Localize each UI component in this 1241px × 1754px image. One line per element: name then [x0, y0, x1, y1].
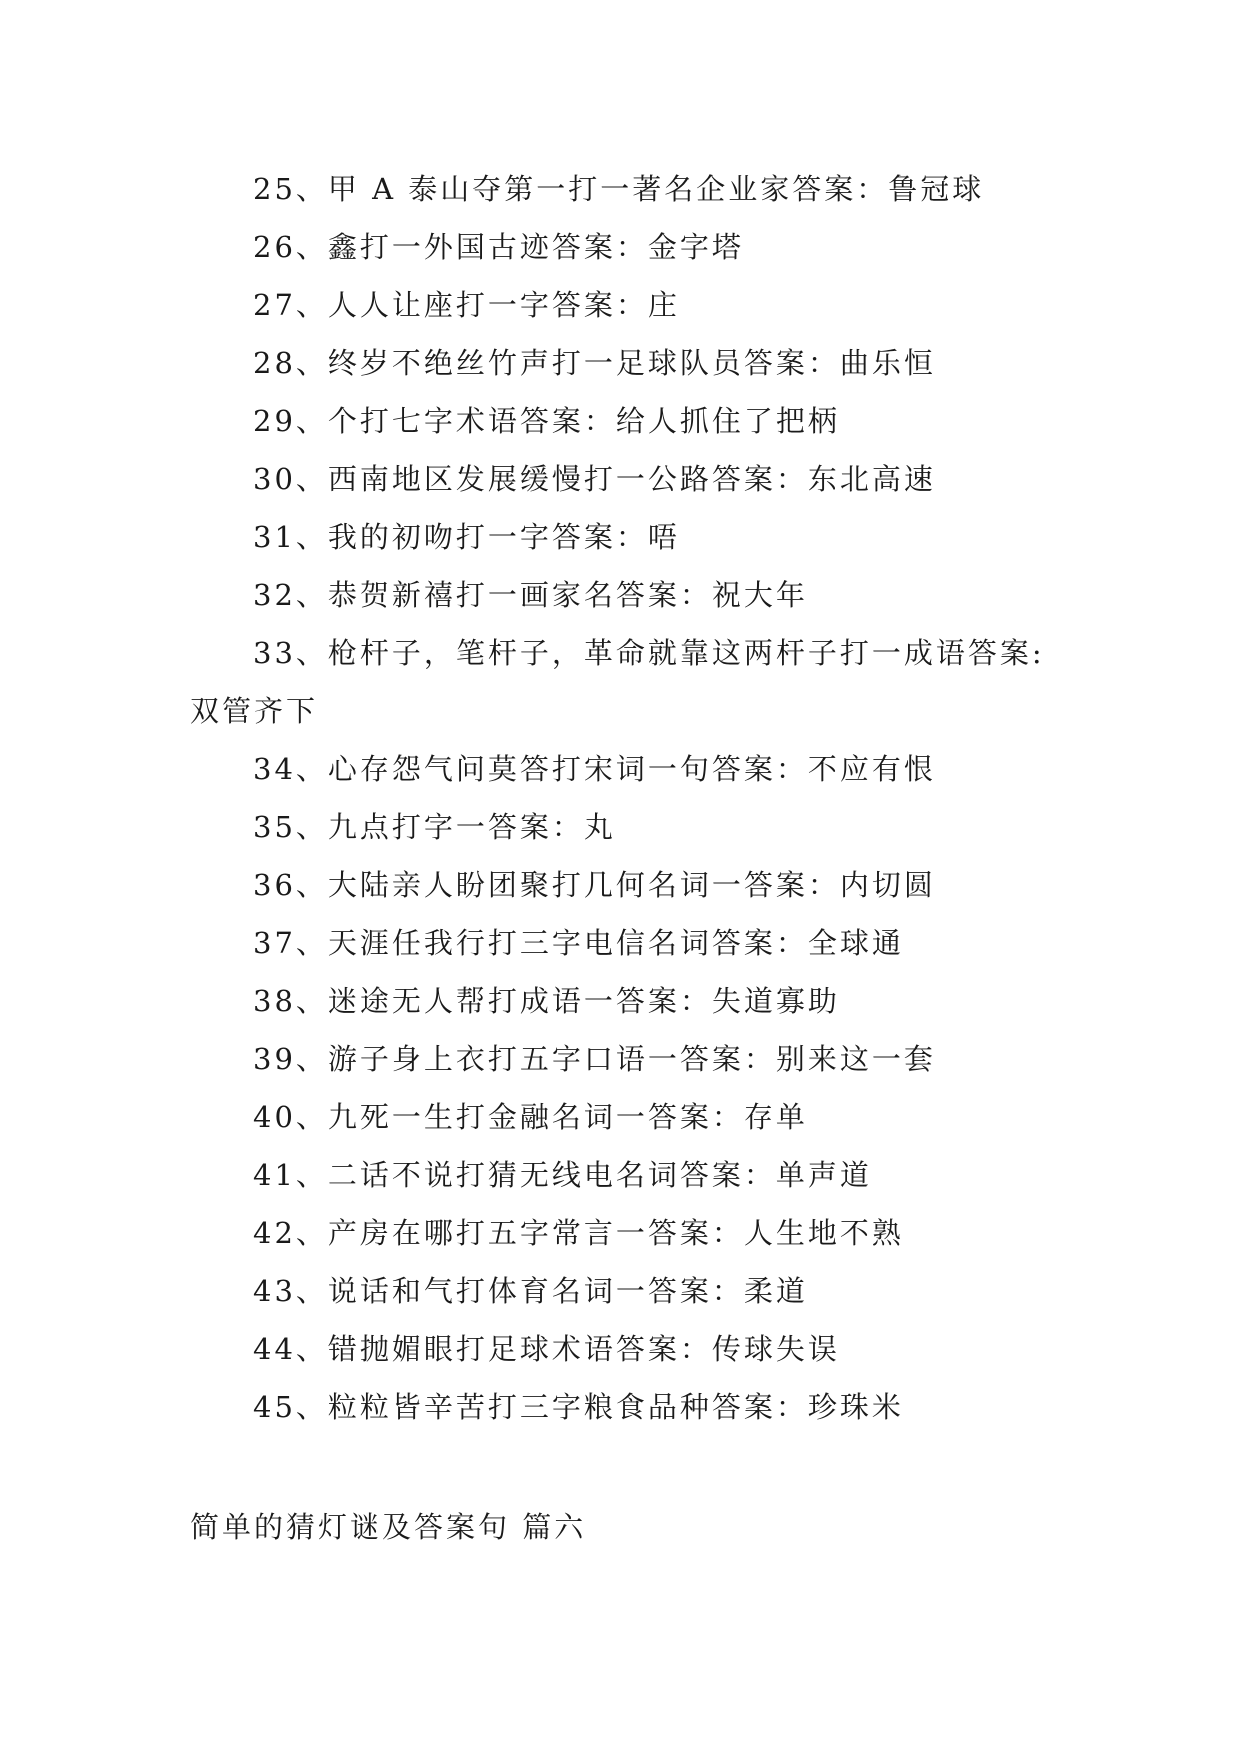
riddle-list: [190, 160, 1070, 1436]
riddle-item: 32、恭贺新禧打一画家名答案：祝大年: [253, 578, 808, 612]
riddle-item: 34、心存怨气问莫答打宋词一句答案：不应有恨: [253, 752, 936, 786]
riddle-item: 35、九点打字一答案：丸: [253, 810, 616, 844]
riddle-item-continuation: 双管齐下: [190, 694, 319, 728]
riddle-item: 30、西南地区发展缓慢打一公路答案：东北高速: [253, 462, 936, 496]
riddle-item: 31、我的初吻打一字答案：唔: [253, 520, 680, 554]
riddle-item: 37、天涯任我行打三字电信名词答案：全球通: [253, 926, 904, 960]
riddle-item: 25、甲 A 泰山夺第一打一著名企业家答案：鲁冠球: [253, 172, 985, 206]
riddle-item: 39、游子身上衣打五字口语一答案：别来这一套: [253, 1042, 936, 1076]
riddle-item: 36、大陆亲人盼团聚打几何名词一答案：内切圆: [253, 868, 936, 902]
riddle-item: 29、个打七字术语答案：给人抓住了把柄: [253, 404, 840, 438]
riddle-item: 26、鑫打一外国古迹答案：金字塔: [253, 230, 744, 264]
riddle-item: 33、枪杆子，笔杆子，革命就靠这两杆子打一成语答案:: [253, 636, 1045, 670]
section-heading: 简单的猜灯谜及答案句 篇六: [190, 1510, 587, 1544]
riddle-item: 44、错抛媚眼打足球术语答案：传球失误: [253, 1332, 840, 1366]
riddle-item: 42、产房在哪打五字常言一答案：人生地不熟: [253, 1216, 904, 1250]
riddle-item: 40、九死一生打金融名词一答案：存单: [253, 1100, 808, 1134]
riddle-item: 28、终岁不绝丝竹声打一足球队员答案：曲乐恒: [253, 346, 936, 380]
riddle-item: 38、迷途无人帮打成语一答案：失道寡助: [253, 984, 840, 1018]
riddle-item: 27、人人让座打一字答案：庄: [253, 288, 680, 322]
riddle-item: 41、二话不说打猜无线电名词答案：单声道: [253, 1158, 872, 1192]
riddle-item: 45、粒粒皆辛苦打三字粮食品种答案：珍珠米: [253, 1390, 904, 1424]
riddle-item: 43、说话和气打体育名词一答案：柔道: [253, 1274, 808, 1308]
